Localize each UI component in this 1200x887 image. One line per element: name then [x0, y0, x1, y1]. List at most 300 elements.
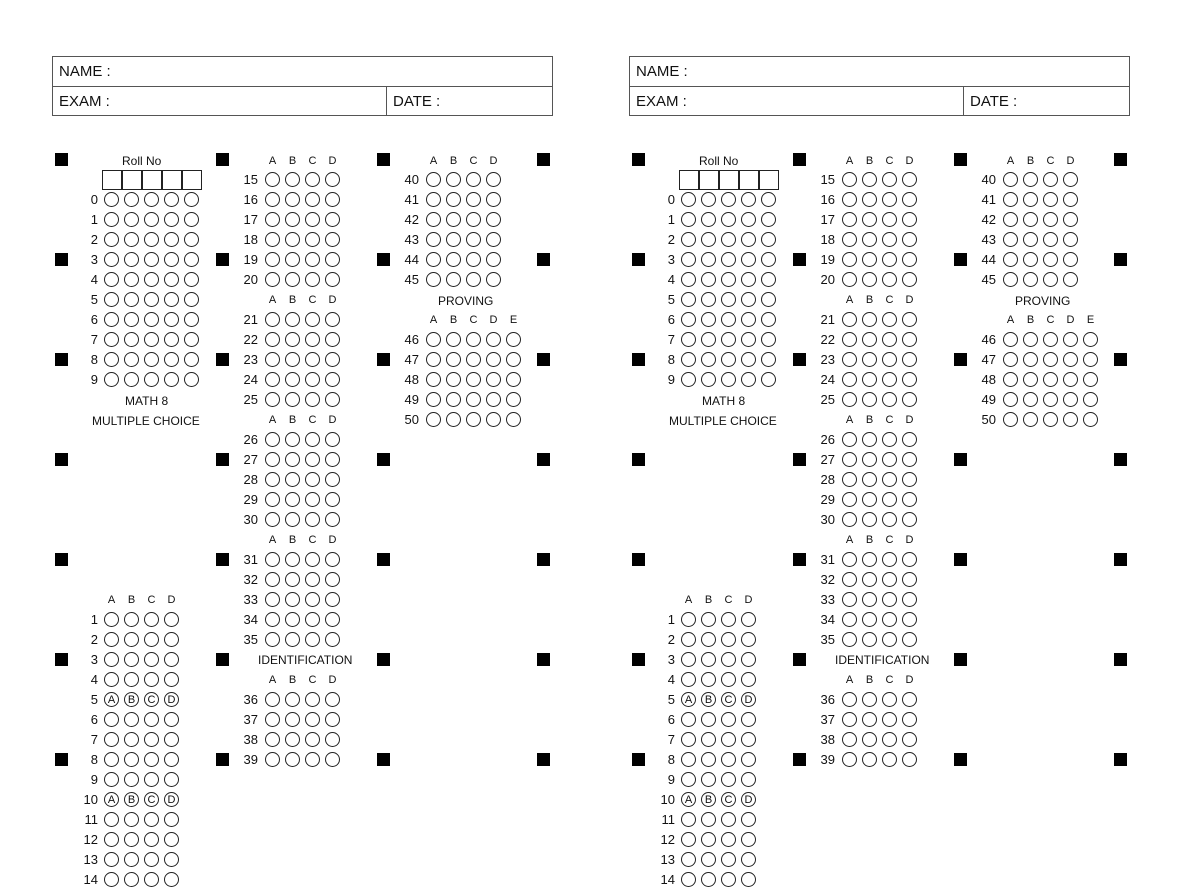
question-row-bubble-0[interactable] [842, 452, 857, 467]
question-row-bubble-3[interactable] [902, 332, 917, 347]
question-row-bubble-3[interactable] [325, 692, 340, 707]
question-row-bubble-2[interactable] [721, 672, 736, 687]
roll-digit-box[interactable] [122, 170, 142, 190]
question-row-bubble-3[interactable] [325, 732, 340, 747]
question-row-bubble-0[interactable] [265, 432, 280, 447]
question-row-bubble-0[interactable] [842, 752, 857, 767]
question-row-bubble-1[interactable] [446, 332, 461, 347]
question-row-bubble-3[interactable] [902, 752, 917, 767]
question-row-bubble-2[interactable] [305, 272, 320, 287]
question-row-bubble-1[interactable] [862, 512, 877, 527]
roll-digit-row-bubble-2[interactable] [144, 312, 159, 327]
question-row-bubble-1[interactable] [446, 232, 461, 247]
question-row-bubble-1[interactable] [862, 312, 877, 327]
question-row-bubble-2[interactable] [305, 712, 320, 727]
question-row-bubble-2[interactable] [466, 272, 481, 287]
roll-digit-row-bubble-4[interactable] [761, 372, 776, 387]
roll-digit-row-bubble-3[interactable] [741, 352, 756, 367]
question-row-bubble-2[interactable] [466, 232, 481, 247]
question-row-bubble-0[interactable] [1003, 272, 1018, 287]
question-row-bubble-2[interactable] [882, 732, 897, 747]
question-row-bubble-1[interactable] [701, 632, 716, 647]
roll-digit-row-bubble-1[interactable] [124, 292, 139, 307]
roll-digit-row-bubble-1[interactable] [701, 292, 716, 307]
question-row-bubble-1[interactable] [862, 552, 877, 567]
question-row-bubble-1[interactable] [124, 632, 139, 647]
question-row-bubble-1[interactable] [285, 252, 300, 267]
roll-digit-row-bubble-2[interactable] [721, 272, 736, 287]
question-row-bubble-1[interactable] [1023, 252, 1038, 267]
question-row-bubble-2[interactable] [882, 492, 897, 507]
question-row-bubble-3[interactable] [1063, 392, 1078, 407]
question-row-bubble-3[interactable] [325, 552, 340, 567]
roll-digit-row-bubble-4[interactable] [184, 292, 199, 307]
roll-digit-row-bubble-0[interactable] [681, 212, 696, 227]
roll-digit-row-bubble-4[interactable] [184, 372, 199, 387]
question-row-bubble-0[interactable] [104, 852, 119, 867]
question-row-bubble-2[interactable] [144, 732, 159, 747]
question-row-bubble-3[interactable] [741, 712, 756, 727]
question-row-bubble-2[interactable] [144, 632, 159, 647]
question-row-bubble-2[interactable] [305, 192, 320, 207]
question-row-bubble-3[interactable] [486, 272, 501, 287]
question-row-bubble-1[interactable] [862, 572, 877, 587]
question-row-bubble-2[interactable] [1043, 332, 1058, 347]
roll-digit-row-bubble-4[interactable] [184, 312, 199, 327]
question-row-bubble-2[interactable] [305, 572, 320, 587]
question-row-bubble-3[interactable] [486, 372, 501, 387]
question-row-bubble-1[interactable] [124, 712, 139, 727]
question-row-bubble-3[interactable] [902, 312, 917, 327]
question-row-bubble-1[interactable] [446, 412, 461, 427]
question-row-bubble-0[interactable] [426, 252, 441, 267]
question-row-bubble-1[interactable] [124, 652, 139, 667]
roll-digit-row-bubble-3[interactable] [164, 352, 179, 367]
question-row-bubble-0[interactable] [842, 472, 857, 487]
question-row-bubble-2[interactable] [144, 712, 159, 727]
question-row-bubble-0[interactable] [842, 392, 857, 407]
question-row-bubble-0[interactable] [265, 512, 280, 527]
roll-digit-row-bubble-1[interactable] [701, 272, 716, 287]
question-row-bubble-1[interactable] [1023, 332, 1038, 347]
question-row-bubble-3[interactable] [164, 772, 179, 787]
roll-digit-row-bubble-4[interactable] [761, 272, 776, 287]
question-row-bubble-3[interactable] [325, 192, 340, 207]
question-row-bubble-0[interactable] [265, 452, 280, 467]
question-row-bubble-1[interactable] [124, 752, 139, 767]
question-row-bubble-0[interactable] [104, 732, 119, 747]
question-row-bubble-1[interactable] [285, 492, 300, 507]
roll-digit-row-bubble-0[interactable] [104, 272, 119, 287]
roll-digit-row-bubble-2[interactable] [144, 212, 159, 227]
roll-digit-row-bubble-0[interactable] [104, 232, 119, 247]
roll-digit-row-bubble-4[interactable] [184, 352, 199, 367]
question-row-bubble-1[interactable] [124, 672, 139, 687]
question-row-bubble-1[interactable] [285, 712, 300, 727]
roll-digit-row-bubble-4[interactable] [761, 232, 776, 247]
question-row-bubble-3[interactable] [902, 372, 917, 387]
roll-digit-row-bubble-3[interactable] [164, 232, 179, 247]
roll-digit-row-bubble-1[interactable] [124, 272, 139, 287]
roll-digit-row-bubble-1[interactable] [124, 212, 139, 227]
question-row-bubble-1[interactable] [446, 172, 461, 187]
question-row-bubble-1[interactable] [285, 452, 300, 467]
question-row-bubble-1[interactable] [862, 752, 877, 767]
question-row-bubble-0[interactable] [842, 592, 857, 607]
question-row-bubble-3[interactable] [741, 852, 756, 867]
question-row-bubble-3[interactable] [325, 252, 340, 267]
question-row-bubble-1[interactable] [446, 192, 461, 207]
question-row-bubble-0[interactable] [426, 232, 441, 247]
question-row-bubble-0[interactable] [842, 432, 857, 447]
question-row-bubble-3[interactable] [325, 392, 340, 407]
roll-digit-box[interactable] [759, 170, 779, 190]
question-row-bubble-1[interactable] [701, 732, 716, 747]
roll-digit-row-bubble-3[interactable] [164, 372, 179, 387]
question-row-bubble-1[interactable] [285, 512, 300, 527]
question-row-bubble-3[interactable] [741, 812, 756, 827]
question-row-bubble-3[interactable] [325, 352, 340, 367]
roll-digit-row-bubble-0[interactable] [681, 332, 696, 347]
question-row-bubble-3[interactable] [164, 752, 179, 767]
question-row-bubble-1[interactable] [285, 272, 300, 287]
question-row-bubble-0[interactable] [842, 172, 857, 187]
question-row-bubble-0[interactable] [842, 572, 857, 587]
question-row-bubble-1[interactable] [862, 432, 877, 447]
question-row-bubble-2[interactable] [144, 832, 159, 847]
question-row-bubble-1[interactable] [862, 612, 877, 627]
question-row-bubble-0[interactable] [681, 832, 696, 847]
roll-digit-row-bubble-1[interactable] [124, 192, 139, 207]
question-row-bubble-3[interactable] [741, 612, 756, 627]
roll-digit-row-bubble-1[interactable] [701, 252, 716, 267]
question-row-bubble-2[interactable] [882, 432, 897, 447]
question-row-bubble-3[interactable] [325, 452, 340, 467]
question-row-bubble-2[interactable] [144, 652, 159, 667]
question-row-bubble-2[interactable] [305, 512, 320, 527]
question-row-bubble-0[interactable] [842, 312, 857, 327]
roll-digit-box[interactable] [679, 170, 699, 190]
roll-digit-box[interactable] [162, 170, 182, 190]
roll-digit-row-bubble-3[interactable] [741, 312, 756, 327]
question-row-bubble-2[interactable] [144, 612, 159, 627]
question-row-bubble-0[interactable] [104, 612, 119, 627]
roll-digit-row-bubble-2[interactable] [721, 252, 736, 267]
question-row-bubble-2[interactable] [305, 232, 320, 247]
roll-digit-row-bubble-1[interactable] [701, 232, 716, 247]
roll-digit-row-bubble-2[interactable] [721, 352, 736, 367]
question-row-bubble-0[interactable] [842, 272, 857, 287]
question-row-bubble-1[interactable] [862, 392, 877, 407]
roll-digit-row-bubble-4[interactable] [761, 332, 776, 347]
question-row-bubble-2[interactable] [882, 712, 897, 727]
question-row-bubble-2[interactable] [721, 732, 736, 747]
question-row-bubble-0[interactable] [265, 392, 280, 407]
question-row-bubble-0[interactable] [842, 212, 857, 227]
roll-digit-row-bubble-1[interactable] [124, 332, 139, 347]
roll-digit-row-bubble-3[interactable] [164, 272, 179, 287]
question-row-bubble-0[interactable] [1003, 372, 1018, 387]
question-row-bubble-0[interactable] [842, 632, 857, 647]
question-row-bubble-2[interactable] [466, 332, 481, 347]
question-row-bubble-2[interactable] [305, 472, 320, 487]
question-row-bubble-0[interactable] [265, 692, 280, 707]
question-row-bubble-0[interactable] [681, 752, 696, 767]
question-row-bubble-0[interactable] [265, 192, 280, 207]
question-row-bubble-2[interactable] [882, 512, 897, 527]
question-row-bubble-1[interactable] [285, 212, 300, 227]
roll-digit-row-bubble-4[interactable] [184, 272, 199, 287]
question-row-bubble-3[interactable] [1063, 212, 1078, 227]
question-row-bubble-1[interactable] [285, 752, 300, 767]
question-row-bubble-1[interactable] [285, 312, 300, 327]
question-row-bubble-1[interactable] [1023, 172, 1038, 187]
question-row-bubble-1[interactable] [285, 592, 300, 607]
question-row-bubble-1[interactable] [124, 852, 139, 867]
question-row-bubble-4[interactable] [1083, 372, 1098, 387]
question-row-bubble-1[interactable] [124, 772, 139, 787]
question-row-bubble-3[interactable] [325, 232, 340, 247]
question-row-bubble-1[interactable] [701, 712, 716, 727]
question-row-bubble-0[interactable] [265, 172, 280, 187]
question-row-bubble-3[interactable] [741, 872, 756, 887]
question-row-bubble-2[interactable] [721, 712, 736, 727]
question-row-bubble-2[interactable] [1043, 192, 1058, 207]
roll-digit-row-bubble-1[interactable] [124, 252, 139, 267]
roll-digit-row-bubble-3[interactable] [164, 312, 179, 327]
question-row-bubble-3[interactable] [902, 192, 917, 207]
question-row-bubble-1[interactable] [285, 372, 300, 387]
question-row-bubble-0[interactable] [681, 672, 696, 687]
question-row-bubble-0[interactable] [426, 172, 441, 187]
roll-digit-row-bubble-4[interactable] [761, 212, 776, 227]
question-row-bubble-2[interactable] [305, 612, 320, 627]
roll-digit-row-bubble-3[interactable] [741, 232, 756, 247]
question-row-bubble-1[interactable] [701, 772, 716, 787]
roll-digit-row-bubble-0[interactable] [681, 292, 696, 307]
question-row-bubble-1[interactable] [285, 552, 300, 567]
question-row-bubble-0[interactable] [265, 612, 280, 627]
roll-digit-row-bubble-3[interactable] [741, 272, 756, 287]
question-row-bubble-4[interactable] [506, 412, 521, 427]
question-row-bubble-3[interactable] [164, 652, 179, 667]
question-row-bubble-3[interactable] [741, 672, 756, 687]
question-row-bubble-3[interactable] [902, 492, 917, 507]
roll-digit-row-bubble-2[interactable] [144, 272, 159, 287]
question-row-bubble-3[interactable] [902, 232, 917, 247]
question-row-bubble-0[interactable] [265, 312, 280, 327]
question-row-bubble-2[interactable] [305, 732, 320, 747]
question-row-bubble-0[interactable] [842, 232, 857, 247]
roll-digit-row-bubble-0[interactable] [681, 252, 696, 267]
question-row-bubble-2[interactable] [305, 632, 320, 647]
roll-digit-row-bubble-0[interactable] [104, 352, 119, 367]
question-row-bubble-1[interactable] [862, 712, 877, 727]
question-row-bubble-2[interactable] [1043, 272, 1058, 287]
question-row-bubble-1[interactable] [124, 872, 139, 887]
question-row-bubble-1[interactable] [285, 352, 300, 367]
question-row-bubble-0[interactable] [842, 552, 857, 567]
question-row-bubble-4[interactable] [506, 332, 521, 347]
question-row-bubble-1[interactable] [285, 572, 300, 587]
question-row-bubble-3[interactable] [325, 632, 340, 647]
question-row-bubble-2[interactable] [466, 192, 481, 207]
question-row-bubble-1[interactable] [1023, 392, 1038, 407]
question-row-bubble-1[interactable] [862, 192, 877, 207]
question-row-bubble-3[interactable] [325, 172, 340, 187]
question-row-bubble-3[interactable] [325, 472, 340, 487]
question-row-bubble-2[interactable] [882, 552, 897, 567]
question-row-bubble-0[interactable] [265, 492, 280, 507]
roll-digit-row-bubble-0[interactable] [104, 252, 119, 267]
question-row-bubble-0[interactable] [265, 732, 280, 747]
question-row-bubble-2[interactable] [466, 372, 481, 387]
roll-digit-row-bubble-0[interactable] [681, 192, 696, 207]
question-row-bubble-3[interactable] [902, 472, 917, 487]
question-row-bubble-2[interactable] [305, 312, 320, 327]
roll-digit-row-bubble-4[interactable] [761, 312, 776, 327]
question-row-bubble-3[interactable] [325, 212, 340, 227]
question-row-bubble-3[interactable] [1063, 372, 1078, 387]
question-row-bubble-4[interactable] [506, 352, 521, 367]
question-row-bubble-3[interactable] [164, 632, 179, 647]
question-row-bubble-1[interactable] [124, 612, 139, 627]
name-field[interactable] [123, 59, 543, 84]
roll-digit-box[interactable] [719, 170, 739, 190]
question-row-bubble-2[interactable] [305, 752, 320, 767]
question-row-bubble-2[interactable] [721, 852, 736, 867]
question-row-bubble-3[interactable] [902, 172, 917, 187]
roll-digit-row-bubble-4[interactable] [184, 332, 199, 347]
question-row-bubble-3[interactable] [1063, 172, 1078, 187]
question-row-bubble-3[interactable] [486, 192, 501, 207]
roll-digit-row-bubble-0[interactable] [104, 292, 119, 307]
roll-digit-row-bubble-1[interactable] [701, 312, 716, 327]
question-row-bubble-1[interactable] [701, 672, 716, 687]
question-row-bubble-0[interactable] [842, 692, 857, 707]
question-row-bubble-3[interactable] [486, 252, 501, 267]
question-row-bubble-2[interactable] [721, 832, 736, 847]
question-row-bubble-3[interactable] [164, 612, 179, 627]
question-row-bubble-3[interactable] [164, 852, 179, 867]
question-row-bubble-2[interactable] [882, 312, 897, 327]
question-row-bubble-0[interactable] [104, 832, 119, 847]
question-row-bubble-0[interactable] [265, 552, 280, 567]
question-row-bubble-0[interactable] [265, 232, 280, 247]
question-row-bubble-3[interactable] [164, 672, 179, 687]
question-row-bubble-2[interactable] [721, 752, 736, 767]
question-row-bubble-2[interactable] [882, 592, 897, 607]
roll-digit-row-bubble-2[interactable] [144, 332, 159, 347]
roll-digit-row-bubble-1[interactable] [701, 212, 716, 227]
question-row-bubble-3[interactable] [325, 312, 340, 327]
question-row-bubble-1[interactable] [1023, 372, 1038, 387]
roll-digit-row-bubble-1[interactable] [701, 352, 716, 367]
question-row-bubble-2[interactable] [305, 492, 320, 507]
question-row-bubble-0[interactable] [265, 352, 280, 367]
question-row-bubble-1[interactable] [446, 252, 461, 267]
question-row-bubble-1[interactable] [285, 472, 300, 487]
question-row-bubble-3[interactable] [902, 392, 917, 407]
roll-digit-row-bubble-2[interactable] [144, 192, 159, 207]
question-row-bubble-0[interactable] [104, 712, 119, 727]
question-row-bubble-1[interactable] [701, 652, 716, 667]
roll-digit-box[interactable] [699, 170, 719, 190]
question-row-bubble-2[interactable] [305, 172, 320, 187]
question-row-bubble-2[interactable] [882, 612, 897, 627]
question-row-bubble-3[interactable] [325, 712, 340, 727]
roll-digit-row-bubble-2[interactable] [144, 252, 159, 267]
question-row-bubble-1[interactable] [862, 492, 877, 507]
question-row-bubble-0[interactable] [1003, 192, 1018, 207]
question-row-bubble-1[interactable] [862, 232, 877, 247]
question-row-bubble-0[interactable] [1003, 212, 1018, 227]
question-row-bubble-0[interactable] [426, 212, 441, 227]
question-row-bubble-1[interactable] [446, 392, 461, 407]
question-row-bubble-3[interactable] [325, 752, 340, 767]
question-row-bubble-0[interactable] [426, 392, 441, 407]
question-row-bubble-2[interactable] [466, 392, 481, 407]
question-row-bubble-3[interactable] [1063, 332, 1078, 347]
question-row-bubble-3[interactable] [164, 712, 179, 727]
question-row-bubble-1[interactable] [862, 632, 877, 647]
question-row-bubble-2[interactable] [466, 352, 481, 367]
question-row-bubble-0[interactable] [426, 192, 441, 207]
question-row-bubble-0[interactable] [265, 332, 280, 347]
question-row-bubble-3[interactable] [741, 652, 756, 667]
roll-digit-row-bubble-0[interactable] [681, 352, 696, 367]
question-row-bubble-2[interactable] [882, 392, 897, 407]
question-row-bubble-3[interactable] [902, 612, 917, 627]
roll-digit-row-bubble-0[interactable] [104, 312, 119, 327]
question-row-bubble-3[interactable] [164, 812, 179, 827]
question-row-bubble-0[interactable] [426, 332, 441, 347]
question-row-bubble-3[interactable] [325, 612, 340, 627]
question-row-bubble-0[interactable] [842, 732, 857, 747]
question-row-bubble-3[interactable] [164, 872, 179, 887]
question-row-bubble-0[interactable] [265, 212, 280, 227]
question-row-bubble-0[interactable] [104, 812, 119, 827]
question-row-bubble-3[interactable] [902, 512, 917, 527]
question-row-bubble-0[interactable] [104, 872, 119, 887]
question-row-bubble-3[interactable] [1063, 192, 1078, 207]
roll-digit-row-bubble-3[interactable] [164, 192, 179, 207]
question-row-bubble-2[interactable] [305, 592, 320, 607]
question-row-bubble-1[interactable] [124, 732, 139, 747]
question-row-bubble-0[interactable] [1003, 352, 1018, 367]
roll-digit-row-bubble-3[interactable] [741, 192, 756, 207]
question-row-bubble-0[interactable] [842, 612, 857, 627]
question-row-bubble-1[interactable] [862, 732, 877, 747]
question-row-bubble-1[interactable] [285, 732, 300, 747]
question-row-bubble-2[interactable] [305, 372, 320, 387]
roll-digit-row-bubble-2[interactable] [144, 372, 159, 387]
question-row-bubble-3[interactable] [902, 692, 917, 707]
question-row-bubble-2[interactable] [305, 432, 320, 447]
roll-digit-row-bubble-1[interactable] [701, 332, 716, 347]
question-row-bubble-0[interactable] [681, 872, 696, 887]
question-row-bubble-0[interactable] [265, 712, 280, 727]
question-row-bubble-1[interactable] [862, 212, 877, 227]
question-row-bubble-4[interactable] [1083, 352, 1098, 367]
question-row-bubble-0[interactable] [842, 352, 857, 367]
question-row-bubble-0[interactable] [265, 632, 280, 647]
question-row-bubble-0[interactable] [842, 492, 857, 507]
roll-digit-row-bubble-4[interactable] [761, 292, 776, 307]
roll-digit-row-bubble-2[interactable] [721, 232, 736, 247]
question-row-bubble-2[interactable] [466, 252, 481, 267]
question-row-bubble-2[interactable] [1043, 412, 1058, 427]
